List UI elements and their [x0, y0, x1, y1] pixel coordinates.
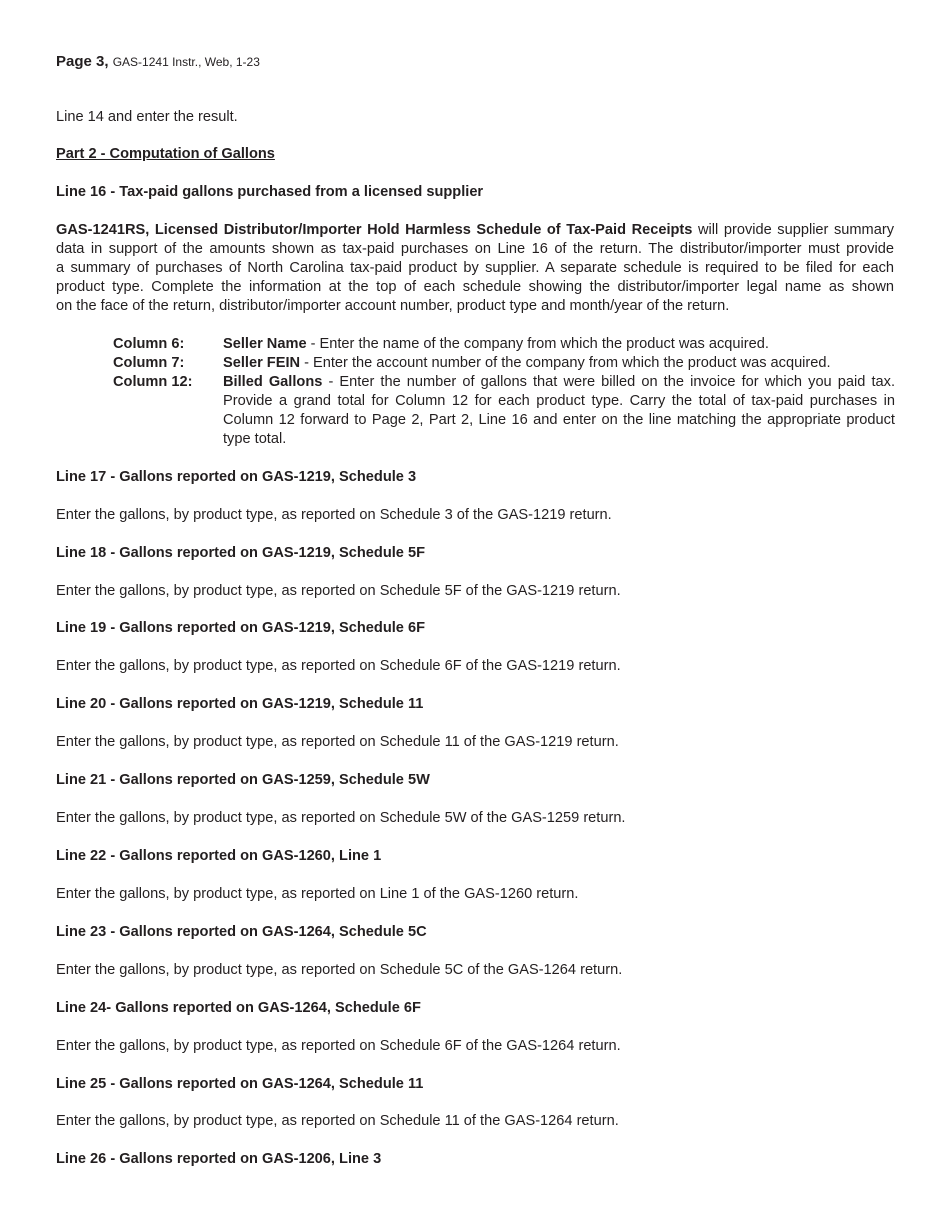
- line-20-heading: Line 20 - Gallons reported on GAS-1219, Schedule 11: [56, 696, 424, 712]
- line-23-text: Enter the gallons, by product type, as reported on Schedule 5C of the GAS-1264 return.: [56, 962, 623, 978]
- line-17-heading: Line 17 - Gallons reported on GAS-1219, Schedule 3: [56, 469, 417, 485]
- line-26-heading: Line 26 - Gallons reported on GAS-1206, Line 3: [56, 1151, 382, 1167]
- document-id: GAS-1241 Instr., Web, 1-23: [112, 55, 260, 69]
- line-25-heading: Line 25 - Gallons reported on GAS-1264, Schedule 11: [56, 1076, 424, 1092]
- line-17-text: Enter the gallons, by product type, as reported on Schedule 3 of the GAS-1219 return.: [56, 507, 612, 523]
- line-19-text: Enter the gallons, by product type, as reported on Schedule 6F of the GAS-1219 return.: [56, 658, 621, 674]
- line-22-text: Enter the gallons, by product type, as reported on Line 1 of the GAS-1260 return.: [56, 886, 579, 902]
- line-23-heading: Line 23 - Gallons reported on GAS-1264, Schedule 5C: [56, 924, 427, 940]
- line-24-heading: Line 24- Gallons reported on GAS-1264, Schedule 6F: [56, 1000, 421, 1016]
- line-25-text: Enter the gallons, by product type, as reported on Schedule 11 of the GAS-1264 return.: [56, 1113, 619, 1129]
- line-16-heading: Line 16 - Tax-paid gallons purchased from a licensed supplier: [56, 184, 484, 200]
- column-label: Column 12:: [113, 374, 193, 390]
- line-18-text: Enter the gallons, by product type, as reported on Schedule 5F of the GAS-1219 return.: [56, 583, 621, 599]
- page-number: Page 3,: [56, 53, 109, 70]
- line-18-heading: Line 18 - Gallons reported on GAS-1219, Schedule 5F: [56, 545, 425, 561]
- paragraph-line: GAS-1241RS, Licensed Distributor/Importer Hold Harmless Schedule of Tax-Paid Receipts will provide supplier summary: [56, 222, 894, 238]
- line-19-heading: Line 19 - Gallons reported on GAS-1219, Schedule 6F: [56, 620, 425, 636]
- paragraph-line: product type. Complete the information at the top of each schedule showing the distributor/importer legal name as shown: [56, 279, 894, 295]
- line-20-text: Enter the gallons, by product type, as reported on Schedule 11 of the GAS-1219 return.: [56, 734, 619, 750]
- line-24-text: Enter the gallons, by product type, as reported on Schedule 6F of the GAS-1264 return.: [56, 1038, 621, 1054]
- column-label: Column 6:: [113, 336, 185, 352]
- line-21-heading: Line 21 - Gallons reported on GAS-1259, Schedule 5W: [56, 772, 430, 788]
- line-21-text: Enter the gallons, by product type, as reported on Schedule 5W of the GAS-1259 return.: [56, 810, 626, 826]
- paragraph-line: data in support of the amounts shown as tax-paid purchases on Line 16 of the return. The distributor/importer must provide: [56, 241, 894, 257]
- page-header: [56, 53, 260, 70]
- column-description: Billed Gallons - Enter the number of gallons that were billed on the invoice for which you paid tax. Provide a grand total for Column 12 for each product type. Carry the total of tax-paid purchases in Column 12 forward to Page 2, Part 2, Line 16 and enter on the line matching the appropriate product type total.: [223, 374, 895, 447]
- column-description: Seller Name - Enter the name of the company from which the product was acquired.: [223, 336, 769, 352]
- line-16-paragraph: [56, 221, 894, 316]
- line-22-heading: Line 22 - Gallons reported on GAS-1260, Line 1: [56, 848, 382, 864]
- part-2-title: Part 2 - Computation of Gallons: [56, 146, 275, 162]
- paragraph-line: on the face of the return, distributor/importer account number, product type and month/year of the return.: [56, 298, 730, 314]
- continuation-text: Line 14 and enter the result.: [56, 109, 238, 125]
- paragraph-line: a summary of purchases of North Carolina tax-paid product by supplier. A separate schedule is required to be filed for each: [56, 260, 894, 276]
- column-description: Seller FEIN - Enter the account number of the company from which the product was acquired.: [223, 355, 831, 371]
- schedule-title: GAS-1241RS, Licensed Distributor/Importer Hold Harmless Schedule of Tax-Paid Receipts: [56, 222, 693, 238]
- column-label: Column 7:: [113, 355, 185, 371]
